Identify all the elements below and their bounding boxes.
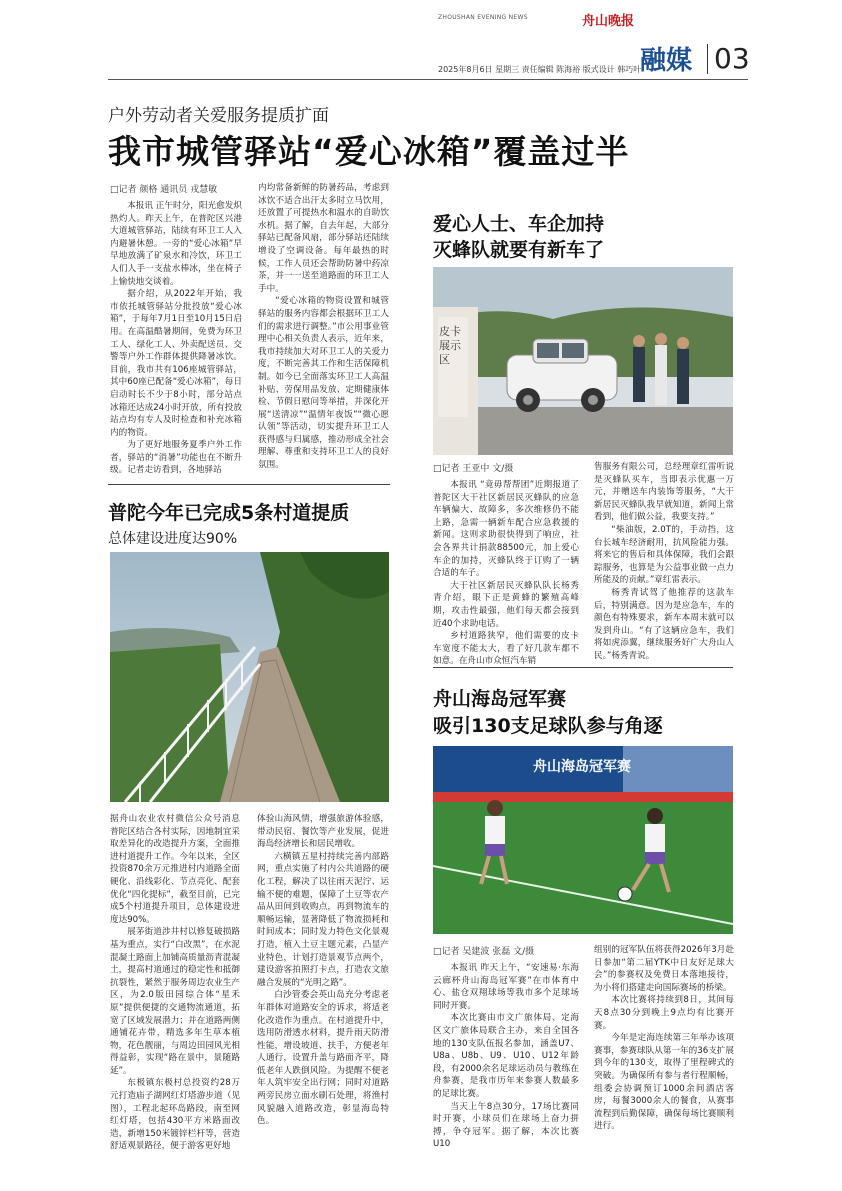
a1-column-1 — [110, 200, 242, 477]
a4-column-2 — [594, 944, 734, 1133]
a4-column-1 — [433, 962, 579, 1151]
a3-column-1 — [433, 479, 579, 668]
paragraph: “柴油版，2.0T的，手动挡，这台长城车经济耐用，抗风险能力强。将来它的售后和具体保障，我们会跟踪服务，也算是为公益事业做一点力所能及的贡献。”章红雷表示。 — [594, 524, 734, 586]
photo-icon — [110, 552, 389, 802]
pickup-truck-photo — [433, 267, 733, 455]
section-title: 融媒 — [640, 46, 693, 76]
showroom-sign: 皮卡展示区 — [439, 325, 461, 366]
paragraph: 据介绍，从2022年开始，我市依托城管驿站分批投放“爱心冰箱”，于每年7月1日至10月15日启用。在高温酷暑期间，免费为环卫工人、绿化工人、外卖配送员、交警等户外工作群体提供降暑冰饮。目前，我市共有106座城管驿站，其中60座已配备“爱心冰箱”，每日启动时长不少于8小时，部分站点冰箱还达成24小时开放，所有投放站点均有专人及时检查和补充冰箱内的物资。 — [110, 289, 242, 438]
header-divider — [707, 44, 708, 74]
paragraph: 本报讯 正午时分，阳光愈发炽热灼人。昨天上午，在普陀区兴港大道城管驿站，陆续有环卫工人入内避暑休憩。一旁的“爱心冰箱”早早地放满了矿泉水和冷饮，环卫工人们人手一支盐水棒冰，坐在椅子上愉快地交谈着。 — [110, 201, 242, 287]
paragraph: 杨秀青试驾了他推荐的这款车后，特别满意。因为是应急车，车的颜色有特殊要求，新车本周末就可以发到舟山。“有了这辆应急车，我们将如虎添翼，继续服务好广大舟山人民。”杨秀青说。 — [594, 587, 734, 661]
divider — [433, 667, 733, 668]
a3-byline: □记者 王亚中 文/摄 — [433, 464, 514, 474]
a3-column-2 — [594, 461, 734, 663]
paragraph: 为了更好地服务夏季户外工作者，驿站的“消暑”功能也在不断升级。记者走访看到，各地驿站 — [110, 440, 242, 476]
a4-headline — [433, 686, 663, 740]
divider — [108, 484, 390, 485]
stadium-banner: 舟山海岛冠军赛 — [533, 759, 631, 775]
photo-icon — [433, 267, 733, 455]
headline-line: 灭蜂队就要有新车了 — [433, 239, 605, 261]
a1-column-2 — [258, 182, 389, 472]
paragraph: 据舟山农业农村微信公众号消息 普陀区结合各村实际，因地制宜采取差异化的改造提升方案，全面推进村道提升工作。今年以来，全区投资870余万元推进村内道路全面硬化、沿线彩化、节点亮化、配套优化“四化提标”，截至目前，已完成5个村道提升项目，总体建设进度达90%。 — [110, 814, 240, 925]
paragraph: 大干社区新居民灭蜂队队长杨秀青介绍，眼下正是黄蜂的繁殖高峰期，攻击性最强，他们每天都会接到近40个求助电话。 — [433, 580, 579, 629]
paragraph: 今年是定海连续第三年举办该项赛事，参赛球队从第一年的36支扩展到今年的130支，取得了里程碑式的突破。为确保所有参与者行程顺畅，组委会协调预订1000余间酒店客房，每餐3000余人的餐食，从赛事流程到后勤保障，确保每场比赛顺利进行。 — [594, 1033, 734, 1132]
a1-byline: □记者 颜格 通讯员 戎慧敏 — [110, 185, 218, 195]
a1-kicker: 户外劳动者关爱服务提质扩面 — [108, 106, 329, 126]
a2-subhead: 总体建设进度达90% — [108, 531, 238, 547]
a2-column-1 — [110, 813, 240, 1153]
header-rule — [108, 79, 748, 80]
football-photo — [433, 746, 733, 934]
trail-photo — [110, 552, 389, 802]
paragraph: 内均常备新鲜的防暑药品，考虑到冰饮不适合出汗太多时立马饮用，还放置了可提热水和温水的自助饮水机。据了解，自去年起，大部分驿站已配备风扇，部分驿站还陆续增设了空调设备。每年最热的时候，工作人员还会帮助防暑中药凉茶，并一一送至道路面的环卫工人手中。 — [258, 183, 389, 294]
paragraph: 售服务有限公司，总经理章红雷听说是灭蜂队买车，当即表示优惠一万元，并赠送车内装饰等服务，“大干新居民灭蜂队我早就知道，新闻上常看到，他们做公益，我要支持。” — [594, 462, 734, 523]
paragraph: 本次比赛将持续到8日，其间每天8点30分到晚上9点均有比赛开赛。 — [594, 995, 734, 1031]
paragraph: 组别的冠军队伍将获得2026年3月赴日参加“第二届YTK中日友好足球大会”的参赛权及免费日本落地接待，为小将们搭建走向国际赛场的桥梁。 — [594, 945, 734, 993]
paragraph: “爱心冰箱的物资设置和城管驿站的服务内容都会根据环卫工人们的需求进行调整。”市公用事业管理中心相关负责人表示，近年来，我市持续加大对环卫工人的关爱力度，不断完善其工作和生活保障机制。如今已全面落实环卫工人高温补贴、劳保用品发放、定期健康体检、节假日慰问等举措，并深化开展“送清凉”“温情年夜饭”“微心愿认领”等活动，切实提升环卫工人获得感与归属感，推动形成全社会理解、尊重和支持环卫工人的良好氛围。 — [258, 296, 389, 471]
masthead-logo: 舟山晚报 — [582, 14, 635, 29]
headline-line: 爱心人士、车企加持 — [433, 213, 605, 235]
paragraph: 本报讯 “竟毋帮帮团”近期报道了普陀区大干社区新居民灭蜂队的应急车辆偏大、故障多，多次维修仍不能上路，急需一辆新车配合应急救援的新闻。这则求助很快得到了响应，社会各界共计捐款88500元，加上爱心车企的加持，灭蜂队终于订购了一辆合适的车子。 — [433, 480, 579, 579]
a2-column-2 — [257, 813, 389, 1128]
paragraph: 本次比赛由市文广旅体局、定海区文广旅体局联合主办，来自全国各地的130支队伍报名参加，涵盖U7、U8a、U8b、U9、U10、U12年龄段，有2000余名足球运动员与教练在舟参赛，是我市历年来参赛人数最多的足球比赛。 — [433, 1013, 579, 1099]
headline-line: 吸引130支足球队参与角逐 — [433, 715, 663, 737]
paragraph: 当天上午8点30分，17场比赛同时开赛，小球员们在球场上奋力拼搏，争夺冠军。据了解，本次比赛U10 — [433, 1101, 579, 1150]
paragraph: 六横镇五星村持续完善内部路网，重点实施了村内公共道路的硬化工程，解决了以往雨天泥泞、运输不便的难题，保障了土豆等农产品从田间到收购点，再到物流车的顺畅运输，显著降低了物流损耗和时间成本；同时发力特色文化景观打造，植入土豆主题元素，凸显产业特色，计划打造景观节点两个，建设游客拍照打卡点，打造农文旅融合发展的“光明之路”。 — [257, 851, 389, 988]
masthead-english: ZHOUSHAN EVENING NEWS — [438, 14, 528, 21]
a2-headline: 普陀今年已完成5条村道提质 — [108, 502, 350, 524]
paragraph: 体验山海风情，增强旅游体验感，带动民宿、餐饮等产业发展，促进海岛经济增长和居民增收。 — [257, 814, 389, 850]
paragraph: 东极镇东极村总投资约28万元打造庙子湖网红灯塔游步道（见图），工程北起环岛路段，南至网红灯塔，包括430平方米路面改造，新增150米镀锌栏杆等，营造舒适观景路径，便于游客更好地 — [110, 1078, 240, 1152]
paragraph: 乡村道路狭窄，他们需要的皮卡车宽度不能太大，看了好几款车都不如意。在舟山市众恒汽车销 — [433, 631, 579, 667]
headline-line: 舟山海岛冠军赛 — [433, 688, 567, 710]
issue-meta: 2025年8月6日 星期三 责任编辑 陈海裕 版式设计 韩巧叶 — [438, 65, 642, 74]
paragraph: 本报讯 昨天上午，“安速易·东海云廊杯舟山海岛冠军赛”在市体育中心、盐仓双翔球场等我市多个足球场同时开赛。 — [433, 963, 579, 1011]
a3-headline — [433, 211, 604, 263]
a1-headline: 我市城管驿站“爱心冰箱”覆盖过半 — [108, 132, 630, 171]
page-number: 03 — [714, 42, 750, 75]
paragraph: 展茅街道涉井村以修复破损路基为重点，实行“白改黑”，在水泥混凝土路面上加铺高质量沥青混凝土，提高村道通过的稳定性和抵御抗裂性，紧然于服务周边农业生产区，为2.0版田园综合体“星禾原”提供便捷的交通物流通道，拓宽了区域发展潜力；并在道路两侧通铺花卉带，精选多年生草本植物，花色靓丽，与周边田园风光相得益彰，实现“路在景中，景随路延”。 — [110, 927, 240, 1076]
paragraph: 白沙管委会英山岛充分考虑老年群体对道路安全的诉求，将适老化改造作为重点。在村道提升中，选用防滑透水材料，提升雨天防滑性能，增设坡道、扶手，方便老年人通行，设置升盖与路面齐平，降低老年人跌倒风险。为提醒不便老年人筑牢安全出行网；同时对道路两旁民房立面水刷石处理，将渔村风貌融入道路改造，彰显海岛特色。 — [257, 990, 389, 1127]
a4-byline: □记者 吴建波 张磊 文/摄 — [433, 947, 535, 957]
